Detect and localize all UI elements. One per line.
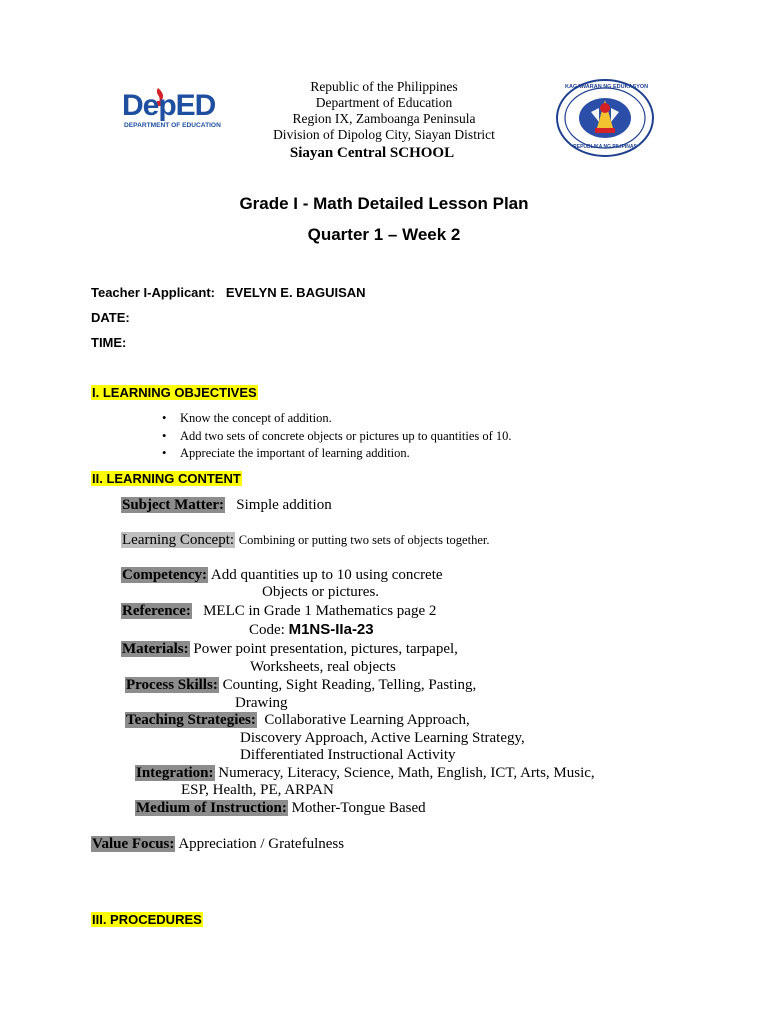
value-focus-value: Appreciation / Gratefulness [178,836,345,852]
header-line-republic: Republic of the Philippines [310,79,458,94]
medium-row [135,800,426,817]
header-line-region: Region IX, Zamboanga Peninsula [292,111,476,126]
date-label: DATE: [91,310,130,325]
value-focus-label: Value Focus: [92,836,175,852]
materials-label: Materials: [122,641,189,657]
school-name: Siayan Central SCHOOL [289,145,455,161]
medium-value: Mother-Tongue Based [291,800,426,816]
process-skills-row [125,677,476,694]
code-row [249,621,374,639]
time-label: TIME: [91,335,127,350]
document-subtitle: Quarter 1 – Week 2 [307,225,461,244]
process-skills-value: Counting, Sight Reading, Telling, Pasting, [222,677,477,693]
competency-row [121,567,443,584]
teacher-label: Teacher I-Applicant: [91,285,216,300]
objectives-heading: I. LEARNING OBJECTIVES [92,385,257,400]
competency-label: Competency: [122,567,207,583]
deped-seal [555,78,655,158]
subject-matter-label: Subject Matter: [122,497,225,513]
competency-value: Add quantities up to 10 using concrete [210,567,443,583]
integration-row [135,765,595,782]
process-skills-label: Process Skills: [126,677,218,693]
procedures-heading: III. PROCEDURES [92,912,202,927]
subject-matter-row [121,497,332,514]
deped-logo-subtext: DEPARTMENT OF EDUCATION [124,122,221,129]
reference-label: Reference: [122,603,191,619]
teaching-strategies-value: Collaborative Learning Approach, [264,712,470,728]
learning-concept-label: Learning Concept: [122,532,235,548]
document-title: Grade I - Math Detailed Lesson Plan [239,194,529,213]
deped-logo-text: DepED [122,89,216,122]
medium-label: Medium of Instruction: [136,800,287,816]
process-skills-continued: Drawing [235,695,288,711]
competency-continued: Objects or pictures. [262,584,380,600]
teaching-strategies-continued-2: Differentiated Instructional Activity [240,747,456,763]
objectives-list [162,410,512,463]
reference-value: MELC in Grade 1 Mathematics page 2 [203,603,437,619]
teaching-strategies-continued-1: Discovery Approach, Active Learning Strategy, [240,730,525,746]
seal-top-text: KAGAWARAN NG EDUKASYON [565,84,649,90]
learning-concept-row [121,532,489,549]
list-item: • Appreciate the important of learning addition. [162,445,512,463]
list-item: • Know the concept of addition. [162,410,512,428]
integration-continued: ESP, Health, PE, ARPAN [181,782,334,798]
seal-bottom-text: REPUBLIKA NG PILIPINAS [573,144,637,150]
content-heading: II. LEARNING CONTENT [92,471,241,486]
reference-row [121,603,436,620]
teaching-strategies-label: Teaching Strategies: [126,712,256,728]
integration-value: Numeracy, Literacy, Science, Math, English, ICT, Arts, Music, [218,765,595,781]
header-line-department: Department of Education [315,95,453,110]
teacher-name: EVELYN E. BAGUISAN [225,285,366,300]
code-label: Code: [249,622,285,638]
teaching-strategies-row [125,712,470,729]
materials-continued: Worksheets, real objects [250,659,396,675]
subject-matter-value: Simple addition [236,497,332,513]
materials-row [121,641,458,658]
value-focus-row [91,836,344,853]
integration-label: Integration: [136,765,214,781]
code-value: M1NS-IIa-23 [288,621,374,638]
materials-value: Power point presentation, pictures, tarpapel, [193,641,458,657]
teacher-line [91,285,366,300]
learning-concept-value: Combining or putting two sets of objects together. [238,533,490,547]
header-line-division: Division of Dipolog City, Siayan District [273,127,495,142]
list-item: • Add two sets of concrete objects or pictures up to quantities of 10. [162,428,512,446]
